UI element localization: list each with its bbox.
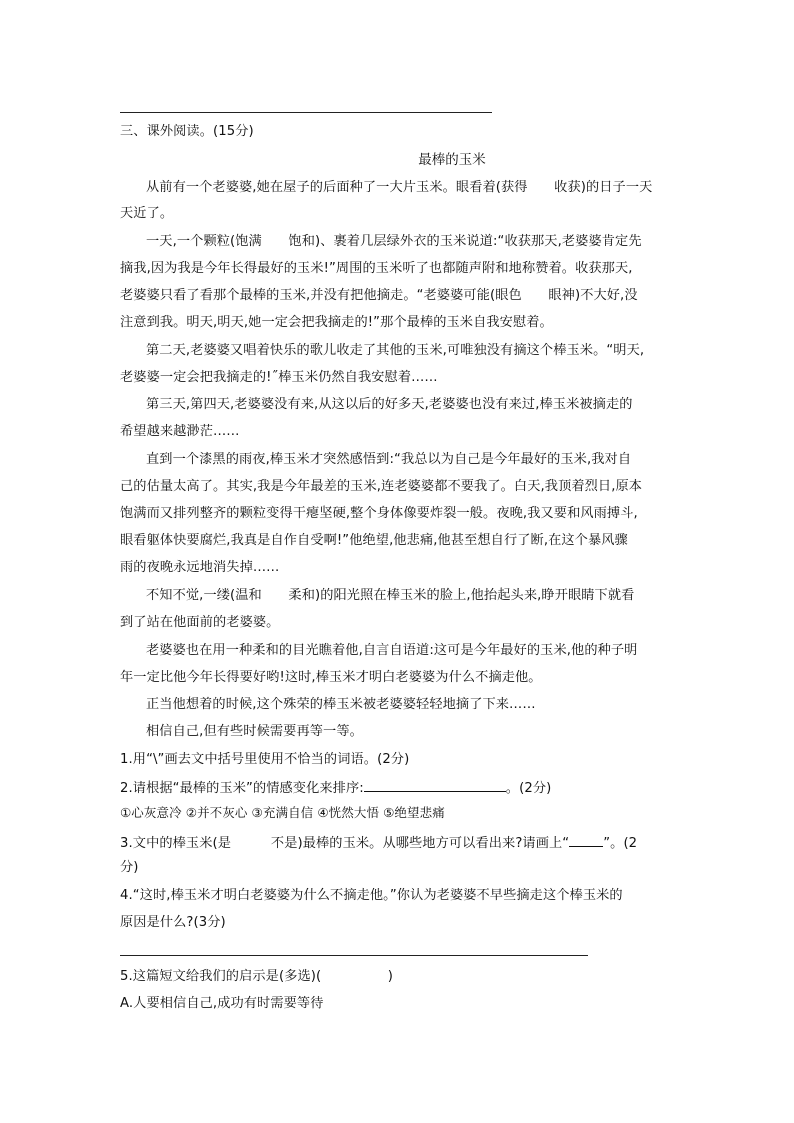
- paragraph-line: 从前有一个老婆婆,她在屋子的后面种了一大片玉米。眼看着(获得 收获)的日子一天: [146, 180, 653, 195]
- paragraph-line: 到了站在他面前的老婆婆。: [120, 615, 280, 630]
- question-4-continued: 原因是什么?(3分): [120, 915, 226, 930]
- paragraph-line: 眼看躯体快要腐烂,我真是自作自受啊!”他绝望,他悲痛,他甚至想自行了断,在这个暴风骤: [120, 533, 628, 548]
- answer-blank[interactable]: [364, 777, 506, 792]
- question-3-continued: 分): [120, 860, 139, 875]
- paragraph-line: 注意到我。明天,明天,她一定会把我摘走的!”那个最棒的玉米自我安慰着。: [120, 315, 553, 330]
- paragraph-line: 正当他想着的时候,这个殊荣的棒玉米被老婆婆轻轻地摘了下来……: [146, 697, 536, 712]
- question-3-text: 3.文中的棒玉米(是 不是)最棒的玉米。从哪些地方可以看出来?请画上“: [120, 836, 570, 851]
- question-2: [120, 777, 680, 799]
- paragraph-line: 雨的夜晚永远地消失掉……: [120, 560, 280, 575]
- paragraph-line: 老婆婆也在用一种柔和的目光瞧着他,自言自语道:这可是今年最好的玉米,他的种子明: [146, 643, 638, 658]
- paragraph-line: 希望越来越渺茫……: [120, 424, 240, 439]
- underline-sample: [569, 832, 603, 847]
- paragraph-line: 一天,一个颗粒(饱满 饱和)、裹着几层绿外衣的玉米说道:“收获那天,老婆婆肯定先: [146, 234, 642, 249]
- question-4: 4.“这时,棒玉米才明白老婆婆为什么不摘走他。”你认为老婆婆不早些摘走这个棒玉米的: [120, 888, 623, 903]
- option-a: A.人要相信自己,成功有时需要等待: [120, 996, 324, 1011]
- paragraph-line: 直到一个漆黑的雨夜,棒玉米才突然感悟到:“我总以为自己是今年最好的玉米,我对自: [146, 452, 632, 467]
- question-1: 1.用“\”画去文中括号里使用不恰当的词语。(2分): [120, 752, 410, 767]
- paragraph-line: 饱满而又排列整齐的颗粒变得干瘪坚硬,整个身体像要炸裂一般。夜晚,我又要和风雨搏斗,: [120, 506, 638, 521]
- paragraph-line: 己的估量太高了。其实,我是今年最差的玉米,连老婆婆都不要我了。白天,我顶着烈日,原本: [120, 479, 643, 494]
- paragraph-line: 年一定比他今年长得要好哟!这时,棒玉米才明白老婆婆为什么不摘走他。: [120, 670, 542, 685]
- question-2-options: ①心灰意冷 ②并不灰心 ③充满自信 ④恍然大悟 ⑤绝望悲痛: [120, 805, 445, 820]
- paragraph-line: 第三天,第四天,老婆婆没有来,从这以后的好多天,老婆婆也没有来过,棒玉米被摘走的: [146, 397, 633, 412]
- paragraph-line: 不知不觉,一缕(温和 柔和)的阳光照在棒玉米的脸上,他抬起头来,睁开眼睛下就看: [146, 588, 635, 603]
- paragraph-line: 摘我,因为我是今年长得最好的玉米!”周围的玉米听了也都随声附和地称赞着。收获那天,: [120, 261, 633, 276]
- paragraph-line: 天近了。: [120, 206, 174, 221]
- paragraph-line: 老婆婆一定会把我摘走的!˝棒玉米仍然自我安慰着……: [120, 370, 438, 385]
- question-3-points: ”。(2: [603, 836, 638, 851]
- question-5: 5.这篇短文给我们的启示是(多选)( ): [120, 969, 393, 984]
- top-answer-line: [120, 112, 492, 113]
- question-3: [120, 832, 680, 854]
- story-title: 最棒的玉米: [418, 152, 486, 168]
- answer-line[interactable]: [120, 955, 588, 956]
- question-2-text: 2.请根据“最棒的玉米”的情感变化来排序:: [120, 781, 364, 796]
- question-2-points: 。(2分): [505, 781, 552, 796]
- section-heading: 三、课外阅读。(15分): [120, 124, 254, 139]
- paragraph-line: 老婆婆只看了看那个最棒的玉米,并没有把他摘走。“老婆婆可能(眼色 眼神)不大好,没: [120, 288, 638, 303]
- paragraph-line: 相信自己,但有些时候需要再等一等。: [146, 724, 363, 739]
- paragraph-line: 第二天,老婆婆又唱着快乐的歌儿收走了其他的玉米,可唯独没有摘这个棒玉米。“明天,: [146, 343, 645, 358]
